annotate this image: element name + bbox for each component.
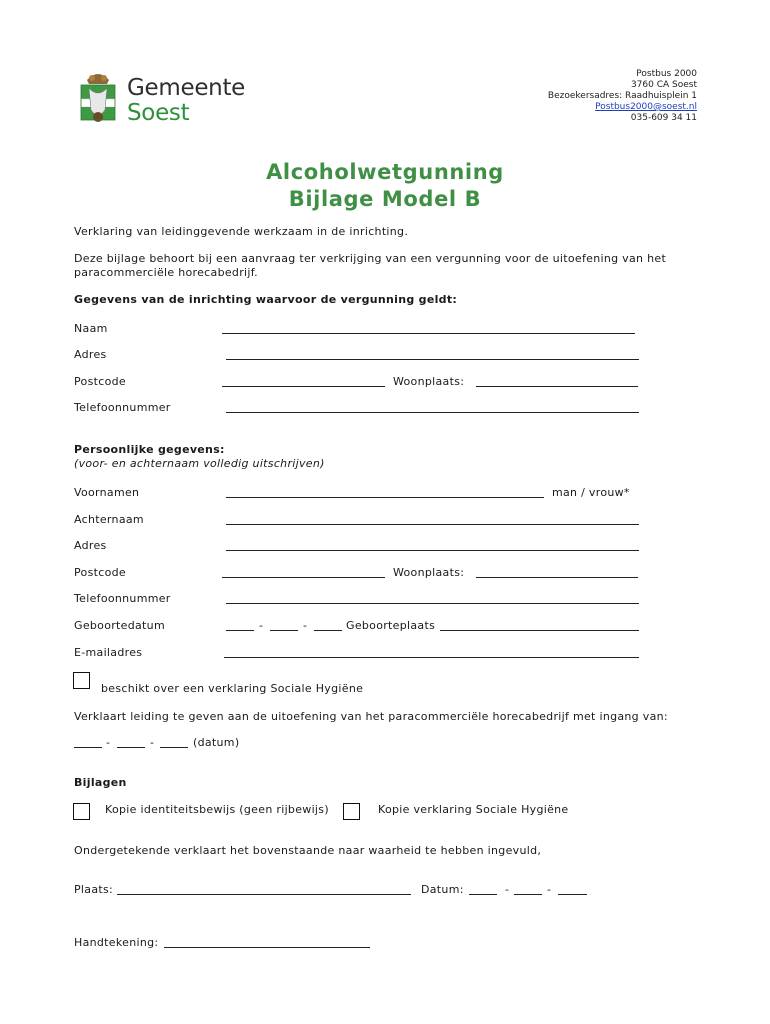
intro-description-line-2: paracommerciële horecabedrijf. [74, 266, 258, 279]
intro-description [74, 252, 666, 280]
field-datum-jaar[interactable] [558, 894, 587, 895]
phone-number: 035-609 34 11 [630, 113, 697, 123]
label-telefoon-inrichting: Telefoonnummer [74, 401, 171, 414]
label-woonplaats-persoon: Woonplaats: [393, 566, 465, 579]
field-telefoon-persoon[interactable] [226, 603, 639, 604]
field-ingang-dag[interactable] [74, 747, 102, 748]
field-handtekening[interactable] [164, 947, 370, 948]
label-adres-inrichting: Adres [74, 348, 107, 361]
label-naam-inrichting: Naam [74, 322, 108, 335]
field-geboortedatum-dag[interactable] [226, 630, 254, 631]
field-geboortedatum-jaar[interactable] [314, 630, 342, 631]
section-heading-bijlagen: Bijlagen [74, 776, 127, 789]
field-ingang-jaar[interactable] [160, 747, 188, 748]
address-line-postbus: Postbus 2000 [636, 69, 697, 79]
label-datum-ondertekening: Datum: [421, 883, 464, 896]
logo-line-soest: Soest [127, 100, 190, 126]
date-separator: - [547, 883, 552, 896]
label-achternaam: Achternaam [74, 513, 144, 526]
field-postcode-inrichting[interactable] [222, 386, 385, 387]
label-geboortedatum: Geboortedatum [74, 619, 165, 632]
field-geboorteplaats[interactable] [440, 630, 639, 631]
field-email[interactable] [224, 657, 639, 658]
address-block [548, 69, 697, 124]
field-woonplaats-persoon[interactable] [476, 577, 638, 578]
date-separator: - [259, 619, 264, 632]
field-ingang-maand[interactable] [117, 747, 145, 748]
logo-wordmark [127, 76, 245, 126]
label-handtekening: Handtekening: [74, 936, 159, 949]
label-datum: (datum) [193, 736, 240, 749]
intro-description-line-1: Deze bijlage behoort bij een aanvraag ter verkrijging van een vergunning voor de uitoefening van het [74, 252, 667, 265]
coat-of-arms-icon [79, 70, 117, 126]
label-email: E-mailadres [74, 646, 143, 659]
field-achternaam[interactable] [226, 524, 639, 525]
label-sociale-hygiene: beschikt over een verklaring Sociale Hygiëne [101, 682, 364, 695]
document-title [0, 159, 770, 213]
date-separator: - [150, 736, 155, 749]
date-separator: - [505, 883, 510, 896]
label-telefoon-persoon: Telefoonnummer [74, 592, 171, 605]
label-voornamen: Voornamen [74, 486, 140, 499]
ondergetekende-text: Ondergetekende verklaart het bovenstaande naar waarheid te hebben ingevuld, [74, 844, 542, 857]
field-naam-inrichting[interactable] [222, 333, 635, 334]
field-geboortedatum-maand[interactable] [270, 630, 298, 631]
field-telefoon-inrichting[interactable] [226, 412, 639, 413]
address-line-postcode: 3760 CA Soest [630, 80, 697, 90]
email-link[interactable]: Postbus2000@soest.nl [595, 102, 697, 112]
label-plaats: Plaats: [74, 883, 114, 896]
checkbox-sociale-hygiene[interactable] [73, 672, 90, 689]
intro-declaration: Verklaring van leidinggevende werkzaam in de inrichting. [74, 225, 409, 238]
verklaart-text: Verklaart leiding te geven aan de uitoefening van het paracommerciële horecabedrijf met ingang van: [74, 710, 668, 723]
checkbox-kopie-verklaring[interactable] [343, 803, 360, 820]
address-line-visit: Bezoekersadres: Raadhuisplein 1 [547, 91, 697, 101]
field-datum-dag[interactable] [469, 894, 497, 895]
logo-line-gemeente: Gemeente [127, 75, 246, 101]
field-adres-persoon[interactable] [226, 550, 639, 551]
date-separator: - [106, 736, 111, 749]
label-postcode-persoon: Postcode [74, 566, 126, 579]
field-voornamen[interactable] [226, 497, 544, 498]
field-datum-maand[interactable] [514, 894, 542, 895]
section-heading-inrichting: Gegevens van de inrichting waarvoor de vergunning geldt: [74, 293, 458, 306]
section-subheading-persoonlijk: (voor- en achternaam volledig uitschrijven) [74, 457, 325, 470]
section-heading-persoonlijk: Persoonlijke gegevens: [74, 443, 225, 456]
label-geboorteplaats: Geboorteplaats [346, 619, 436, 632]
field-woonplaats-inrichting[interactable] [476, 386, 638, 387]
title-line-2: Bijlage Model B [288, 187, 482, 211]
field-adres-inrichting[interactable] [226, 359, 639, 360]
checkbox-kopie-identiteitsbewijs[interactable] [73, 803, 90, 820]
title-line-1: Alcoholwetgunning [266, 160, 504, 184]
field-postcode-persoon[interactable] [222, 577, 385, 578]
label-woonplaats-inrichting: Woonplaats: [393, 375, 465, 388]
label-postcode-inrichting: Postcode [74, 375, 126, 388]
field-plaats[interactable] [117, 894, 411, 895]
label-kopie-verklaring: Kopie verklaring Sociale Hygiëne [378, 803, 569, 816]
label-man-vrouw: man / vrouw* [552, 486, 630, 499]
date-separator: - [303, 619, 308, 632]
label-kopie-identiteitsbewijs: Kopie identiteitsbewijs (geen rijbewijs) [105, 803, 329, 816]
label-adres-persoon: Adres [74, 539, 107, 552]
